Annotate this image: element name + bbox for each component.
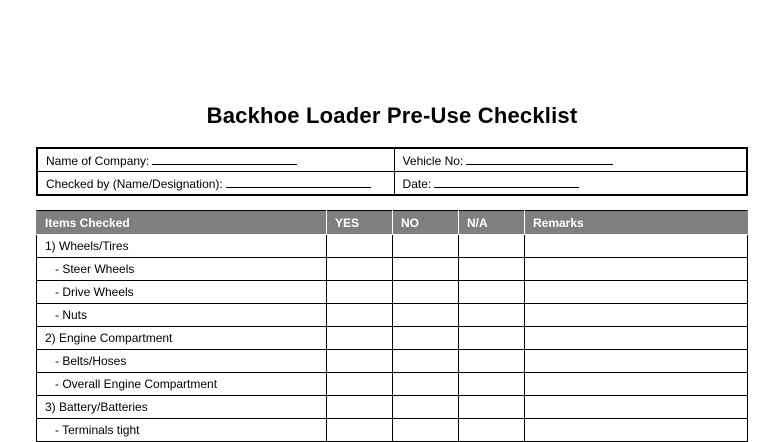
item-label: 3) Battery/Batteries — [37, 396, 327, 419]
date-label: Date: — [402, 176, 432, 191]
no-cell[interactable] — [393, 258, 459, 281]
yes-cell[interactable] — [327, 327, 393, 350]
checklist-table — [36, 210, 748, 442]
no-cell[interactable] — [393, 373, 459, 396]
column-header-no: NO — [393, 211, 459, 235]
vehicle-blank-line — [466, 153, 613, 165]
yes-cell[interactable] — [327, 258, 393, 281]
item-label: - Drive Wheels — [37, 281, 327, 304]
checklist-row — [37, 419, 748, 442]
info-table — [36, 147, 748, 196]
item-label: 1) Wheels/Tires — [37, 235, 327, 258]
remarks-cell[interactable] — [525, 350, 748, 373]
date-blank-line — [434, 176, 579, 188]
no-cell[interactable] — [393, 419, 459, 442]
company-blank-line — [152, 153, 297, 165]
na-cell[interactable] — [459, 350, 525, 373]
remarks-cell[interactable] — [525, 419, 748, 442]
na-cell[interactable] — [459, 258, 525, 281]
checklist-row — [37, 304, 748, 327]
na-cell[interactable] — [459, 235, 525, 258]
column-header-items: Items Checked — [37, 211, 327, 235]
company-label: Name of Company: — [46, 153, 150, 168]
item-label: - Belts/Hoses — [37, 350, 327, 373]
checked-by-label: Checked by (Name/Designation): — [46, 176, 223, 191]
na-cell[interactable] — [459, 373, 525, 396]
remarks-cell[interactable] — [525, 304, 748, 327]
info-row — [37, 148, 747, 172]
column-header-remarks: Remarks — [525, 211, 748, 235]
no-cell[interactable] — [393, 327, 459, 350]
item-label: 2) Engine Compartment — [37, 327, 327, 350]
info-row — [37, 172, 747, 196]
checked-by-blank-line — [226, 176, 371, 188]
na-cell[interactable] — [459, 281, 525, 304]
checklist-row — [37, 396, 748, 419]
no-cell[interactable] — [393, 304, 459, 327]
checklist-row — [37, 373, 748, 396]
date-field[interactable] — [394, 172, 747, 196]
company-field[interactable] — [37, 148, 394, 172]
no-cell[interactable] — [393, 396, 459, 419]
checklist-row — [37, 258, 748, 281]
yes-cell[interactable] — [327, 304, 393, 327]
document-title: Backhoe Loader Pre-Use Checklist — [206, 103, 578, 128]
yes-cell[interactable] — [327, 350, 393, 373]
column-header-na: N/A — [459, 211, 525, 235]
na-cell[interactable] — [459, 419, 525, 442]
remarks-cell[interactable] — [525, 258, 748, 281]
no-cell[interactable] — [393, 350, 459, 373]
na-cell[interactable] — [459, 327, 525, 350]
item-label: - Steer Wheels — [37, 258, 327, 281]
checked-by-field[interactable] — [37, 172, 394, 196]
remarks-cell[interactable] — [525, 396, 748, 419]
yes-cell[interactable] — [327, 373, 393, 396]
checklist-header-row — [37, 211, 748, 235]
item-label: - Nuts — [37, 304, 327, 327]
remarks-cell[interactable] — [525, 327, 748, 350]
yes-cell[interactable] — [327, 396, 393, 419]
checklist-row — [37, 281, 748, 304]
vehicle-field[interactable] — [394, 148, 747, 172]
checklist-row — [37, 235, 748, 258]
item-label: - Overall Engine Compartment — [37, 373, 327, 396]
item-label: - Terminals tight — [37, 419, 327, 442]
yes-cell[interactable] — [327, 281, 393, 304]
no-cell[interactable] — [393, 235, 459, 258]
no-cell[interactable] — [393, 281, 459, 304]
yes-cell[interactable] — [327, 419, 393, 442]
remarks-cell[interactable] — [525, 373, 748, 396]
remarks-cell[interactable] — [525, 281, 748, 304]
column-header-yes: YES — [327, 211, 393, 235]
checklist-row — [37, 327, 748, 350]
checklist-row — [37, 350, 748, 373]
remarks-cell[interactable] — [525, 235, 748, 258]
na-cell[interactable] — [459, 396, 525, 419]
vehicle-label: Vehicle No: — [402, 153, 464, 168]
yes-cell[interactable] — [327, 235, 393, 258]
na-cell[interactable] — [459, 304, 525, 327]
